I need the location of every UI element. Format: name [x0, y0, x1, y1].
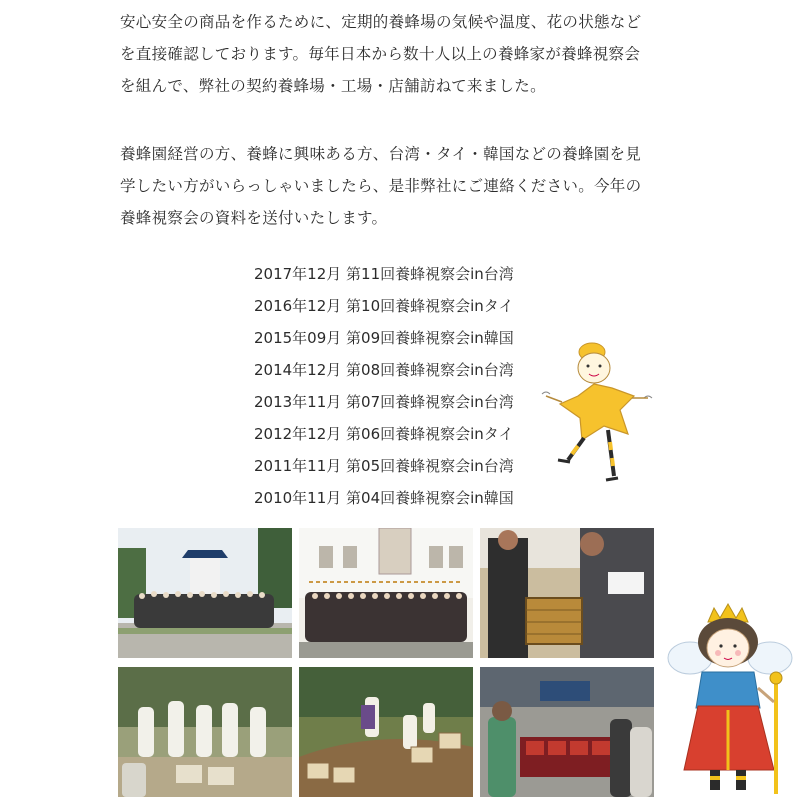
history-item: 2014年12月 第08回養蜂視察会in台湾	[254, 361, 514, 379]
history-item: 2016年12月 第10回養蜂視察会inタイ	[254, 297, 514, 315]
history-item: 2015年09月 第09回養蜂視察会in韓国	[254, 329, 514, 347]
bee-mascot-illustration	[532, 338, 662, 488]
history-item: 2012年12月 第06回養蜂視察会inタイ	[254, 425, 514, 443]
history-item: 2017年12月 第11回養蜂視察会in台湾	[254, 265, 514, 283]
intro-paragraph	[120, 6, 680, 102]
photo-beekeepers-in-suits	[118, 667, 292, 797]
history-item: 2013年11月 第07回養蜂視察会in台湾	[254, 393, 514, 411]
invite-paragraph	[120, 138, 680, 234]
photo-group-at-building	[299, 528, 473, 658]
history-item: 2010年11月 第04回養蜂視察会in韓国	[254, 489, 514, 507]
invite-line: 養蜂視察会の資料を送付いたします。	[120, 209, 388, 227]
queen-bee-mascot-illustration	[664, 598, 794, 798]
invite-line: 学したい方がいらっしゃいましたら、是非弊社にご連絡ください。今年の	[120, 177, 642, 195]
intro-line: を直接確認しております。毎年日本から数十人以上の養蜂家が養蜂視察会	[120, 45, 641, 63]
invite-line: 養蜂園経営の方、養蜂に興味ある方、台湾・タイ・韓国などの養蜂園を見	[120, 145, 642, 163]
history-item: 2011年11月 第05回養蜂視察会in台湾	[254, 457, 514, 475]
intro-line: を組んで、弊社の契約養蜂場・工場・店舗訪ねて来ました。	[120, 77, 546, 95]
inspection-history-list	[254, 258, 554, 514]
photo-apiary-hillside	[299, 667, 473, 797]
photo-inspecting-honeycomb	[480, 528, 654, 658]
photo-group-at-memorial-hall	[118, 528, 292, 658]
photo-factory-visit	[480, 667, 654, 797]
intro-line: 安心安全の商品を作るために、定期的養蜂場の気候や温度、花の状態など	[120, 13, 642, 31]
